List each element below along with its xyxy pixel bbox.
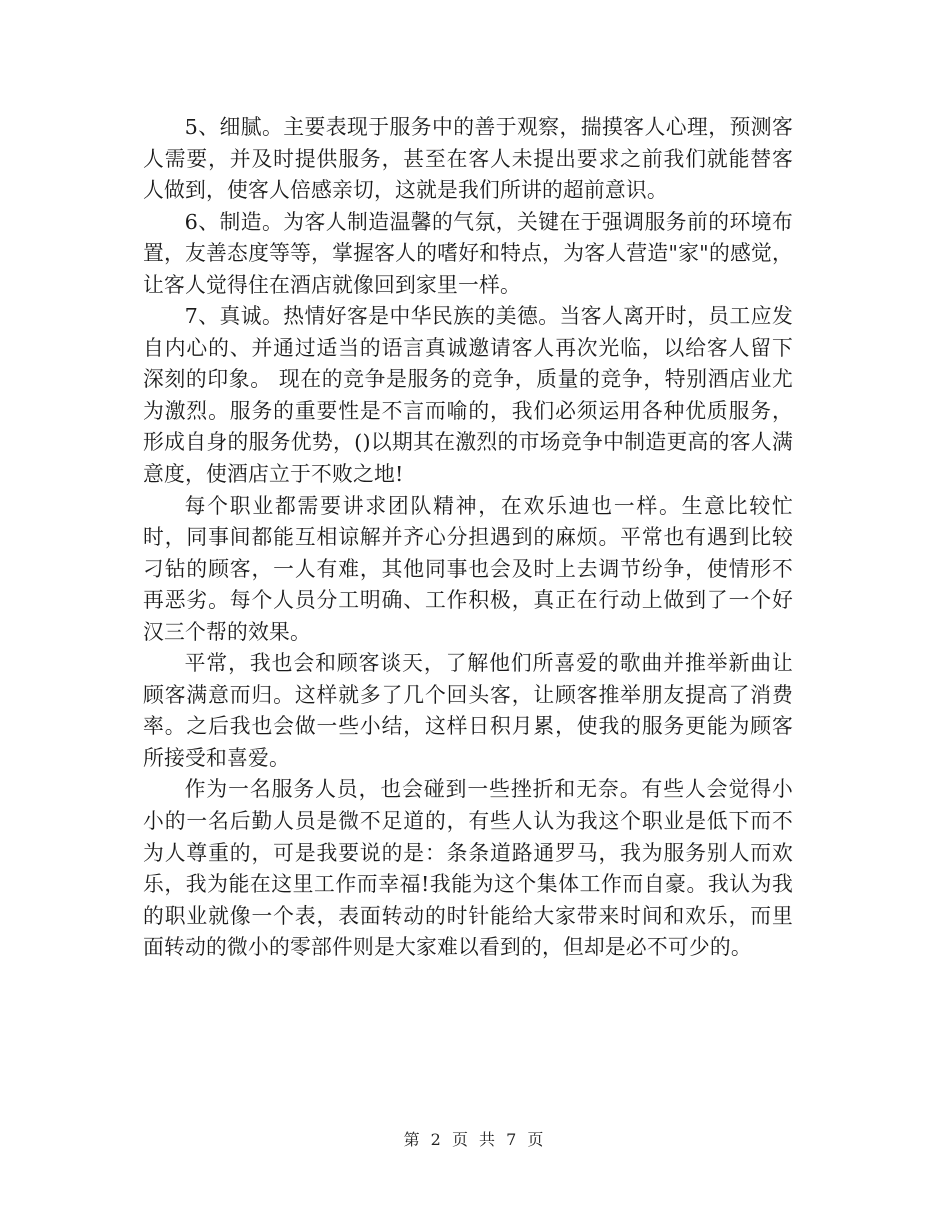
paragraph-teamwork: 每个职业都需要讲求团队精神，在欢乐迪也一样。生意比较忙时，同事间都能互相谅解并齐心分担遇到的麻烦。平常也有遇到比较刁钻的顾客，一人有难，其他同事也会及时上去调节纷争，使情形不再恶劣。每个人员分工明确、工作积极，真正在行动上做到了一个好汉三个帮的效果。 xyxy=(143,493,793,644)
paragraph-item-7-sincerity: 7、真诚。热情好客是中华民族的美德。当客人离开时，员工应发自内心的、并通过适当的语言真诚邀请客人再次光临，以给客人留下深刻的印象。 现在的竞争是服务的竞争，质量的竞争，特别酒店业尤为激烈。服务的重要性是不言而喻的，我们必须运用各种优质服务，形成自身的服务优势，()以期其在激烈的市场竞争中制造更高的客人满意度，使酒店立于不败之地! xyxy=(143,304,793,487)
paragraph-service-role: 作为一名服务人员，也会碰到一些挫折和无奈。有些人会觉得小小的一名后勤人员是微不足道的，有些人认为我这个职业是低下而不为人尊重的，可是我要说的是：条条道路通罗马，我为服务别人而欢乐，我为能在这里工作而幸福!我能为这个集体工作而自豪。我认为我的职业就像一个表，表面转动的时针能给大家带来时间和欢乐，而里面转动的微小的零部件则是大家难以看到的，但却是必不可少的。 xyxy=(143,777,793,960)
document-body xyxy=(143,112,793,964)
paragraph-item-6-create: 6、制造。为客人制造温馨的气氛，关键在于强调服务前的环境布置，友善态度等等，掌握客人的嗜好和特点，为客人营造"家"的感觉，让客人觉得住在酒店就像回到家里一样。 xyxy=(143,209,793,297)
paragraph-customer-chat: 平常，我也会和顾客谈天，了解他们所喜爱的歌曲并推举新曲让顾客满意而归。这样就多了几个回头客，让顾客推举朋友提高了消费率。之后我也会做一些小结，这样日积月累，使我的服务更能为顾客所接受和喜爱。 xyxy=(143,651,793,770)
page-number-footer: 第 2 页 共 7 页 xyxy=(403,1130,547,1149)
paragraph-item-5-delicacy: 5、细腻。主要表现于服务中的善于观察，揣摸客人心理，预测客人需要，并及时提供服务，甚至在客人未提出要求之前我们就能替客人做到，使客人倍感亲切，这就是我们所讲的超前意识。 xyxy=(143,115,793,203)
